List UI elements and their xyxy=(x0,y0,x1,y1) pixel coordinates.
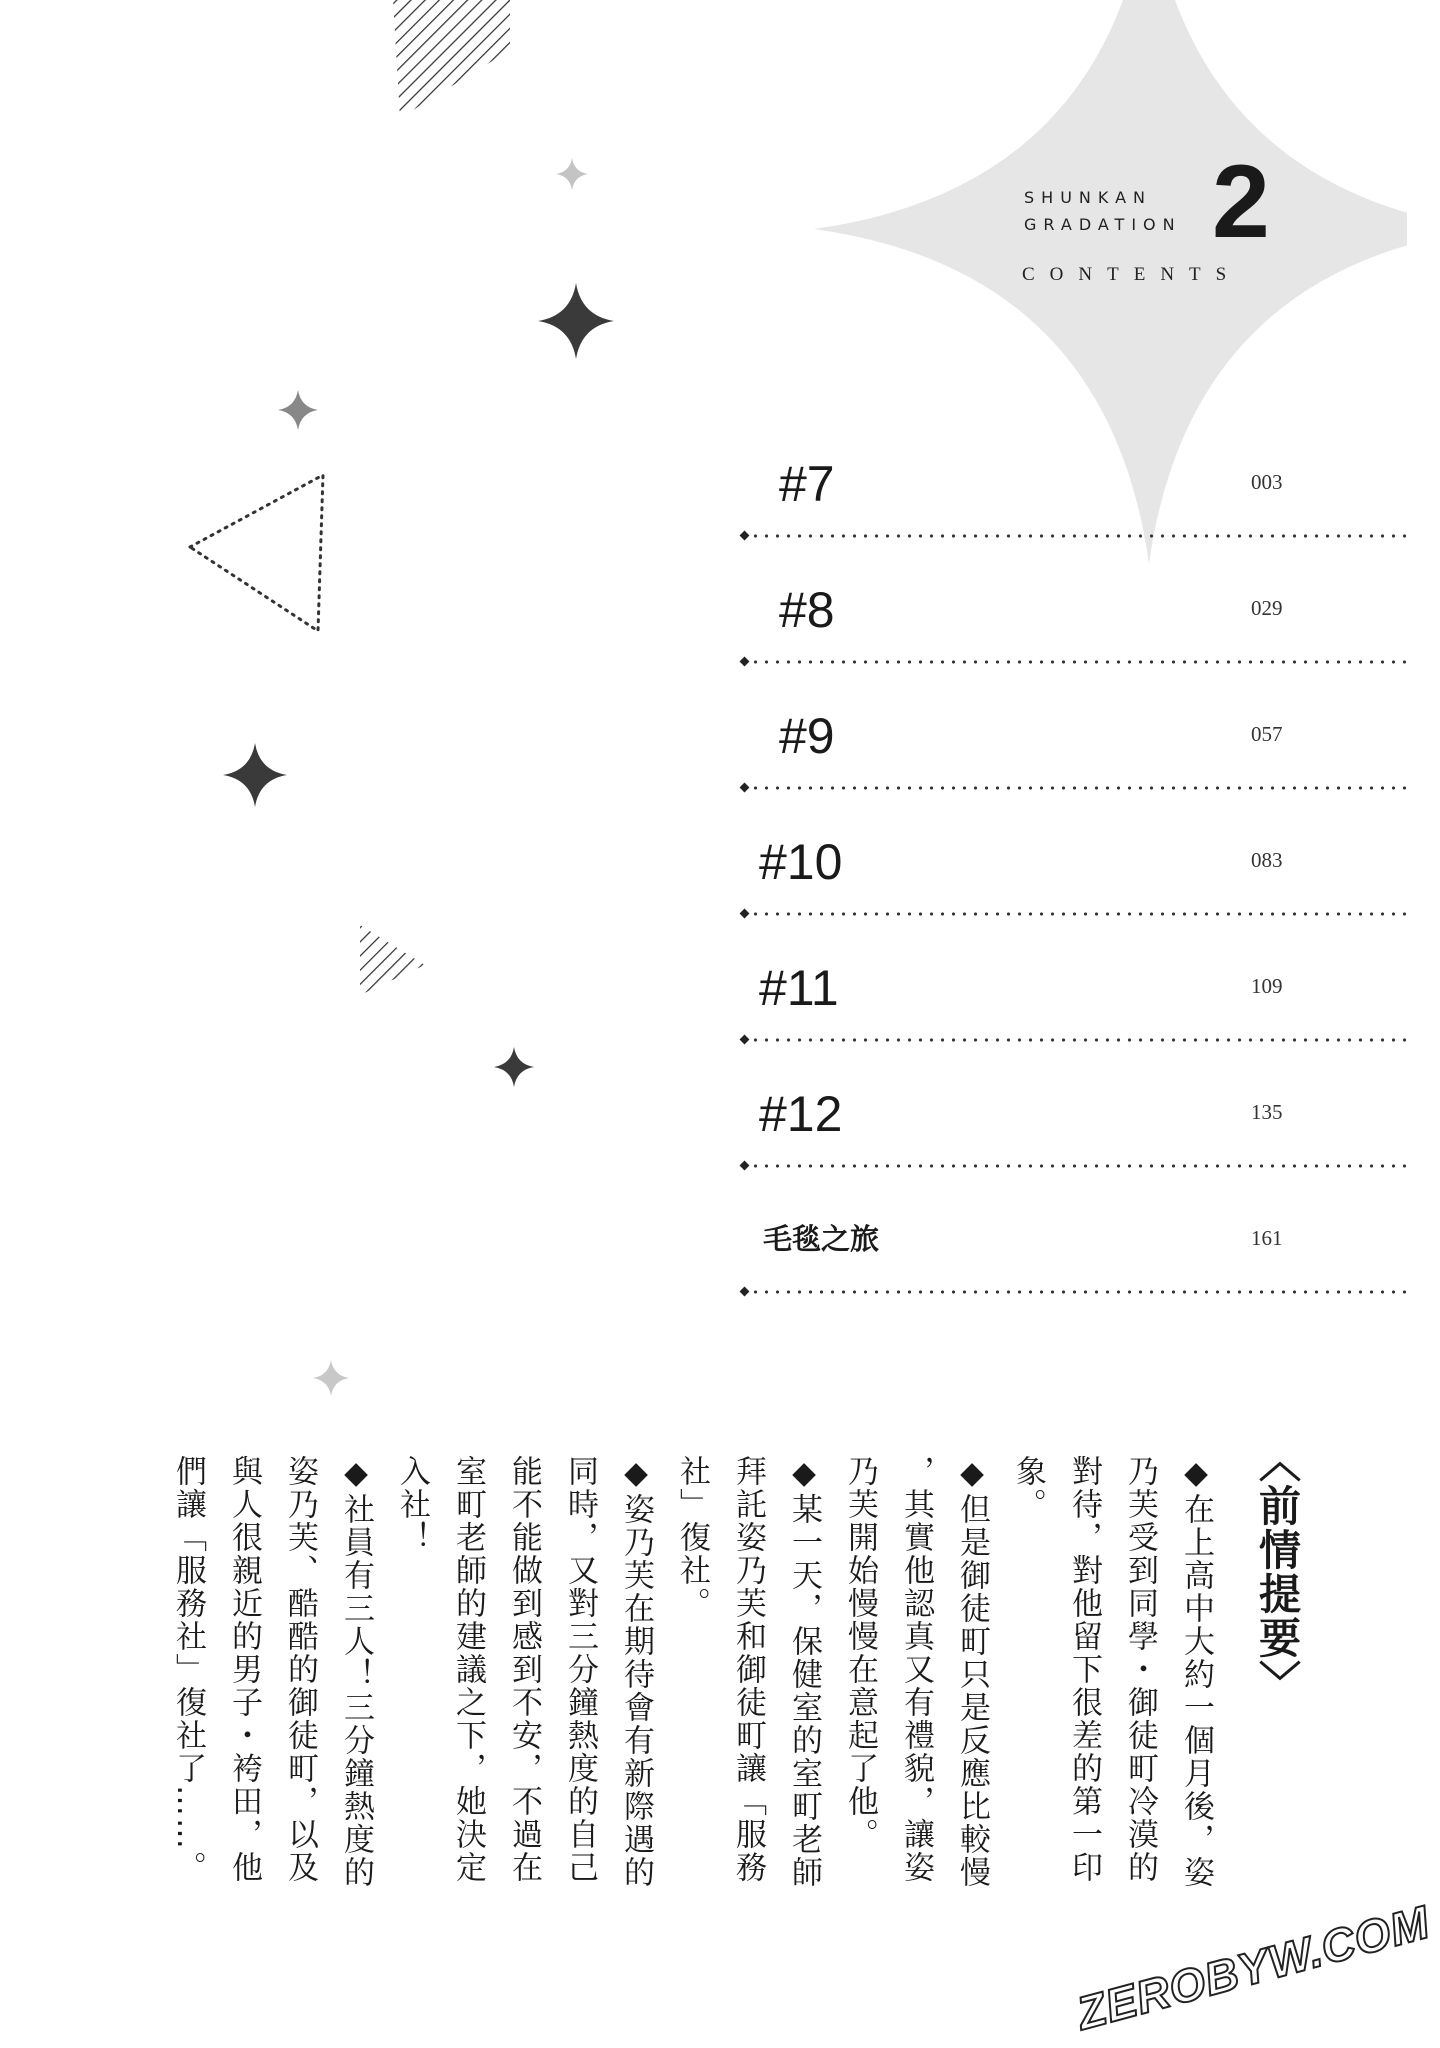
synopsis-column: ，其實他認真又有禮貌，讓姿 xyxy=(898,1455,934,1884)
synopsis-column: 們讓「服務社」復社了……。 xyxy=(170,1455,206,1884)
toc-page-number: 161 xyxy=(1251,1226,1283,1250)
dotted-leader-line xyxy=(741,1289,1407,1295)
watermark: ZEROBYW.COM xyxy=(1071,1895,1436,2040)
toc-page-number: 135 xyxy=(1251,1100,1283,1124)
hatched-triangle-icon xyxy=(393,0,510,118)
small-hatched-triangle-icon xyxy=(360,925,425,995)
dotted-triangle-icon xyxy=(190,475,323,631)
toc-page-number: 003 xyxy=(1251,470,1283,494)
sparkle-icon xyxy=(313,1360,349,1396)
synopsis-column: 同時，又對三分鐘熱度的自己 xyxy=(562,1455,598,1884)
synopsis-column: ◆某一天，保健室的室町老師 xyxy=(786,1455,822,1889)
toc-page-number: 083 xyxy=(1251,848,1283,872)
synopsis-column: 象。 xyxy=(1010,1455,1046,1521)
toc-entry[interactable] xyxy=(741,413,1407,539)
contents-label: CONTENTS xyxy=(1022,264,1242,285)
series-title-line1: SHUNKAN xyxy=(1024,188,1152,207)
toc-entry[interactable] xyxy=(741,917,1407,1043)
toc-chapter-label: #12 xyxy=(759,1086,843,1142)
synopsis-column: 對待，對他留下很差的第一印 xyxy=(1066,1455,1102,1884)
sparkle-icon xyxy=(494,1047,534,1087)
synopsis-column: 入社！ xyxy=(394,1455,430,1554)
sparkle-icon xyxy=(278,390,318,430)
toc-entry[interactable] xyxy=(741,539,1407,665)
synopsis-column: ◆姿乃芙在期待會有新際遇的 xyxy=(618,1455,654,1889)
synopsis-column: 姿乃芙、酷酷的御徒町，以及 xyxy=(282,1455,318,1884)
synopsis-column: ◆但是御徒町只是反應比較慢 xyxy=(954,1455,990,1889)
toc-page-number: 057 xyxy=(1251,722,1283,746)
volume-number: 2 xyxy=(1212,144,1270,260)
series-title-line2: GRADATION xyxy=(1024,215,1182,234)
toc-chapter-label: 毛毯之旅 xyxy=(763,1224,880,1256)
toc-chapter-label: #8 xyxy=(779,582,835,638)
synopsis-column: 社」復社。 xyxy=(674,1455,710,1620)
synopsis-column: 乃芙開始慢慢在意起了他。 xyxy=(842,1455,878,1851)
sparkle-icon xyxy=(538,283,614,359)
toc-page-number: 109 xyxy=(1251,974,1283,998)
synopsis-column: 拜託姿乃芙和御徒町讓「服務 xyxy=(730,1455,766,1884)
toc-chapter-label: #10 xyxy=(759,834,843,890)
synopsis-column: 乃芙受到同學・御徒町冷漠的 xyxy=(1122,1455,1158,1884)
toc-chapter-label: #7 xyxy=(779,456,835,512)
toc-page-number: 029 xyxy=(1251,596,1283,620)
toc-entry[interactable] xyxy=(741,1043,1407,1169)
sparkle-icon xyxy=(223,743,287,807)
synopsis-column: 能不能做到感到不安，不過在 xyxy=(506,1455,542,1884)
toc-chapter-label: #11 xyxy=(759,960,839,1016)
toc-chapter-label: #9 xyxy=(779,708,835,764)
toc-entry[interactable] xyxy=(741,1169,1407,1295)
synopsis-column: ◆在上高中大約一個月後，姿 xyxy=(1178,1455,1214,1889)
toc-entry[interactable] xyxy=(741,665,1407,791)
synopsis-column: 與人很親近的男子・袴田，他 xyxy=(226,1455,262,1884)
synopsis-heading: 〈前情提要〉 xyxy=(1253,1440,1302,1704)
synopsis-column: 室町老師的建議之下，她決定 xyxy=(450,1455,486,1884)
toc-entry[interactable] xyxy=(741,791,1407,917)
sparkle-icon xyxy=(556,158,588,190)
synopsis-column: ◆社員有三人！三分鐘熱度的 xyxy=(338,1455,374,1889)
